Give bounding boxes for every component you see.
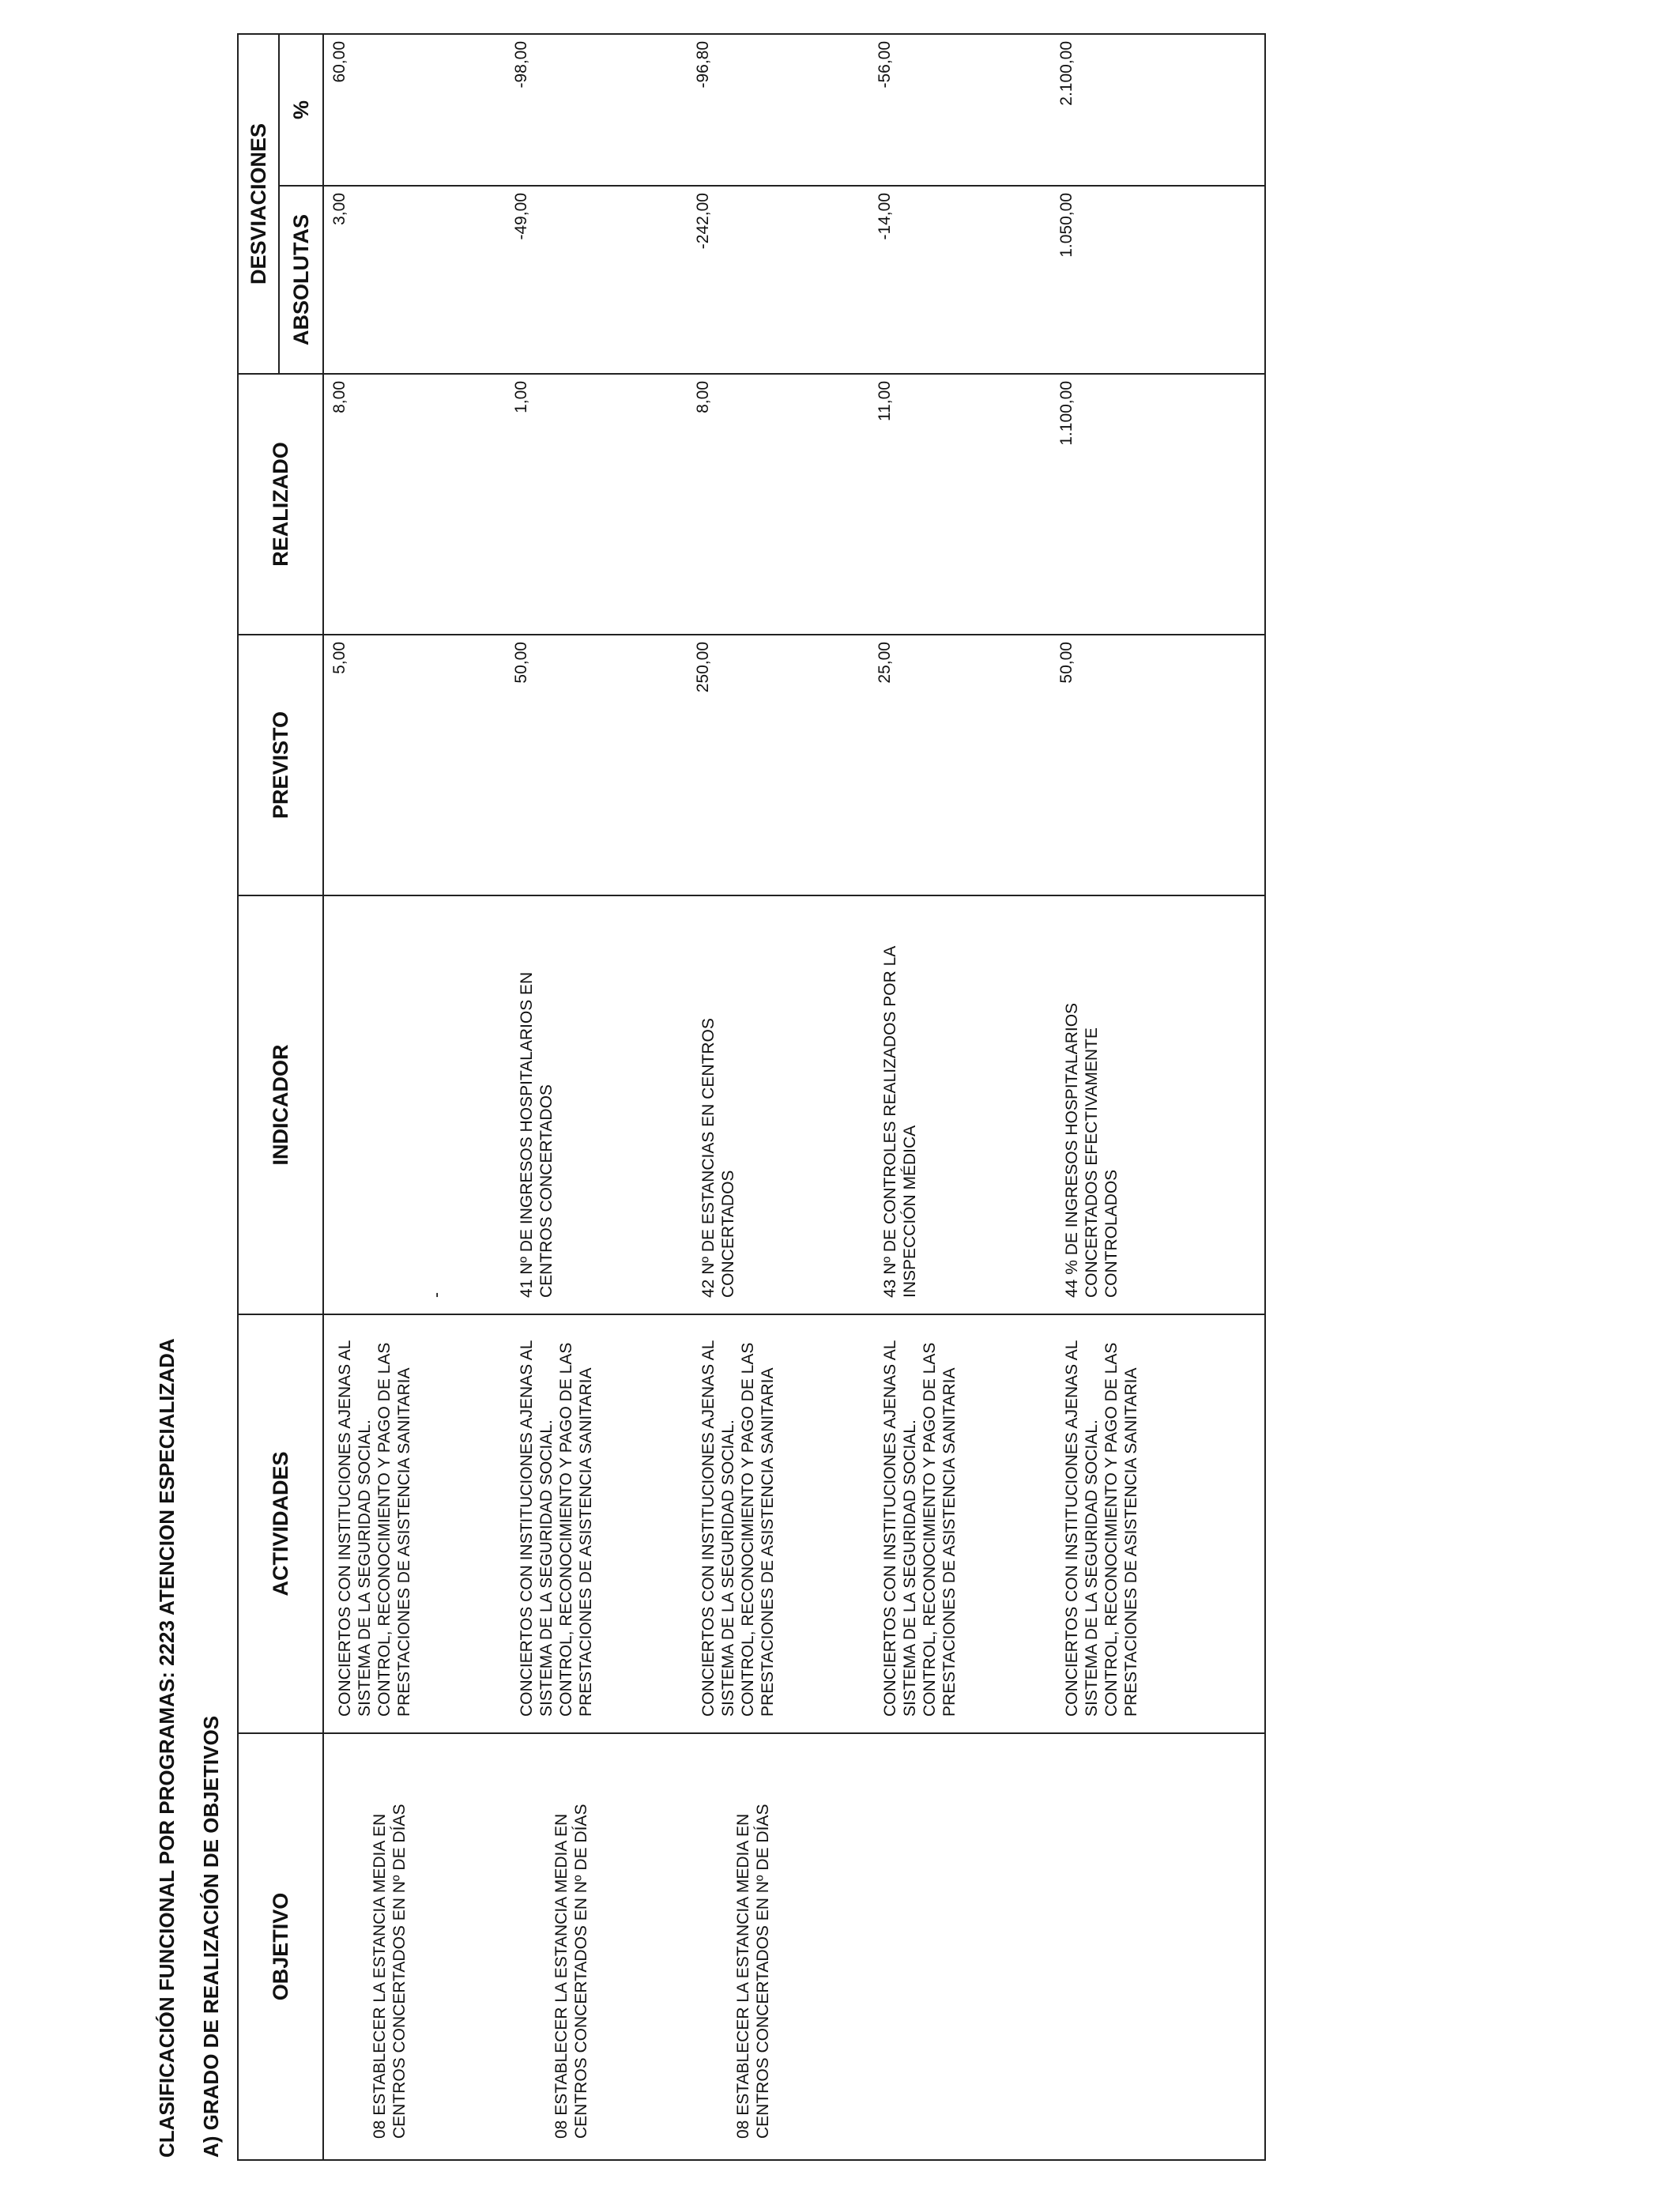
header-porcentaje: % xyxy=(279,34,323,186)
header-previsto: PREVISTO xyxy=(238,635,323,895)
header-realizado: REALIZADO xyxy=(238,374,323,635)
column-indicador xyxy=(323,895,1265,1314)
row-4-porcentaje: -56,00 xyxy=(876,40,894,89)
header-objetivo: OBJETIVO xyxy=(238,1733,323,2160)
row-5-actividades: CONCIERTOS CON INSTITUCIONES AJENAS AL SISTEMA DE LA SEGURIDAD SOCIAL. CONTROL, RECONOCIMIENTO Y PAGO DE LAS PRESTACIONES DE ASISTENCIA SANITARIA xyxy=(1063,1340,1140,1717)
row-3-realizado: 8,00 xyxy=(694,381,712,413)
row-4-realizado: 11,00 xyxy=(876,381,894,421)
column-absolutas xyxy=(323,186,1265,374)
page-subtitle: A) GRADO DE REALIZACIÓN DE OBJETIVOS xyxy=(199,1715,223,2158)
row-3-porcentaje: -96,80 xyxy=(694,40,712,89)
row-3-indicador: 42 Nº DE ESTANCIAS EN CENTROS CONCERTADOS xyxy=(699,1018,737,1298)
column-objetivo xyxy=(323,1733,1265,2160)
row-5-porcentaje: 2.100,00 xyxy=(1057,40,1075,106)
row-2-previsto: 50,00 xyxy=(512,642,530,684)
row-2-indicador: 41 Nº DE INGRESOS HOSPITALARIOS EN CENTROS CONCERTADOS xyxy=(518,971,556,1298)
column-previsto xyxy=(323,635,1265,895)
row-1-actividades: CONCIERTOS CON INSTITUCIONES AJENAS AL SISTEMA DE LA SEGURIDAD SOCIAL. CONTROL, RECONOCIMIENTO Y PAGO DE LAS PRESTACIONES DE ASISTENCIA SANITARIA xyxy=(336,1340,413,1717)
row-1-indicador: - xyxy=(428,1292,446,1298)
row-5-absolutas: 1.050,00 xyxy=(1057,193,1075,258)
row-1-previsto: 5,00 xyxy=(330,642,348,674)
row-4-actividades: CONCIERTOS CON INSTITUCIONES AJENAS AL SISTEMA DE LA SEGURIDAD SOCIAL. CONTROL, RECONOCIMIENTO Y PAGO DE LAS PRESTACIONES DE ASISTENCIA SANITARIA xyxy=(881,1340,959,1717)
header-indicador: INDICADOR xyxy=(238,895,323,1314)
row-1-objetivo: 08 ESTABLECER LA ESTANCIA MEDIA EN CENTROS CONCERTADOS EN Nº DE DÍAS xyxy=(371,1804,409,2139)
header-actividades: ACTIVIDADES xyxy=(238,1314,323,1733)
row-2-realizado: 1,00 xyxy=(512,381,530,413)
row-2-absolutas: -49,00 xyxy=(512,193,530,240)
row-3-absolutas: -242,00 xyxy=(694,193,712,250)
row-4-absolutas: -14,00 xyxy=(876,193,894,240)
row-5-indicador: 44 % DE INGRESOS HOSPITALARIOS CONCERTADOS EFECTIVAMENTE CONTROLADOS xyxy=(1063,1002,1121,1298)
row-5-realizado: 1.100,00 xyxy=(1057,381,1075,446)
row-1-realizado: 8,00 xyxy=(330,381,348,413)
row-4-indicador: 43 Nº DE CONTROLES REALIZADOS POR LA INSPECCIÓN MÉDICA xyxy=(881,946,919,1298)
row-3-previsto: 250,00 xyxy=(694,642,712,693)
column-porcentaje xyxy=(323,34,1265,186)
row-2-objetivo: 08 ESTABLECER LA ESTANCIA MEDIA EN CENTROS CONCERTADOS EN Nº DE DÍAS xyxy=(552,1804,590,2139)
row-2-porcentaje: -98,00 xyxy=(512,40,530,89)
page-title: CLASIFICACIÓN FUNCIONAL POR PROGRAMAS: 2223 ATENCION ESPECIALIZADA xyxy=(155,1338,179,2158)
row-1-absolutas: 3,00 xyxy=(330,193,348,225)
column-actividades xyxy=(323,1314,1265,1733)
column-realizado xyxy=(323,374,1265,635)
row-5-previsto: 50,00 xyxy=(1057,642,1075,684)
row-3-objetivo: 08 ESTABLECER LA ESTANCIA MEDIA EN CENTROS CONCERTADOS EN Nº DE DÍAS xyxy=(734,1804,772,2139)
row-2-actividades: CONCIERTOS CON INSTITUCIONES AJENAS AL SISTEMA DE LA SEGURIDAD SOCIAL. CONTROL, RECONOCIMIENTO Y PAGO DE LAS PRESTACIONES DE ASISTENCIA SANITARIA xyxy=(518,1340,595,1717)
row-3-actividades: CONCIERTOS CON INSTITUCIONES AJENAS AL SISTEMA DE LA SEGURIDAD SOCIAL. CONTROL, RECONOCIMIENTO Y PAGO DE LAS PRESTACIONES DE ASISTENCIA SANITARIA xyxy=(699,1340,777,1717)
header-absolutas: ABSOLUTAS xyxy=(279,186,323,374)
objectives-table xyxy=(237,33,1266,2161)
row-1-porcentaje: 60,00 xyxy=(330,40,348,83)
row-4-previsto: 25,00 xyxy=(876,642,894,684)
header-desviaciones: DESVIACIONES xyxy=(238,34,279,374)
